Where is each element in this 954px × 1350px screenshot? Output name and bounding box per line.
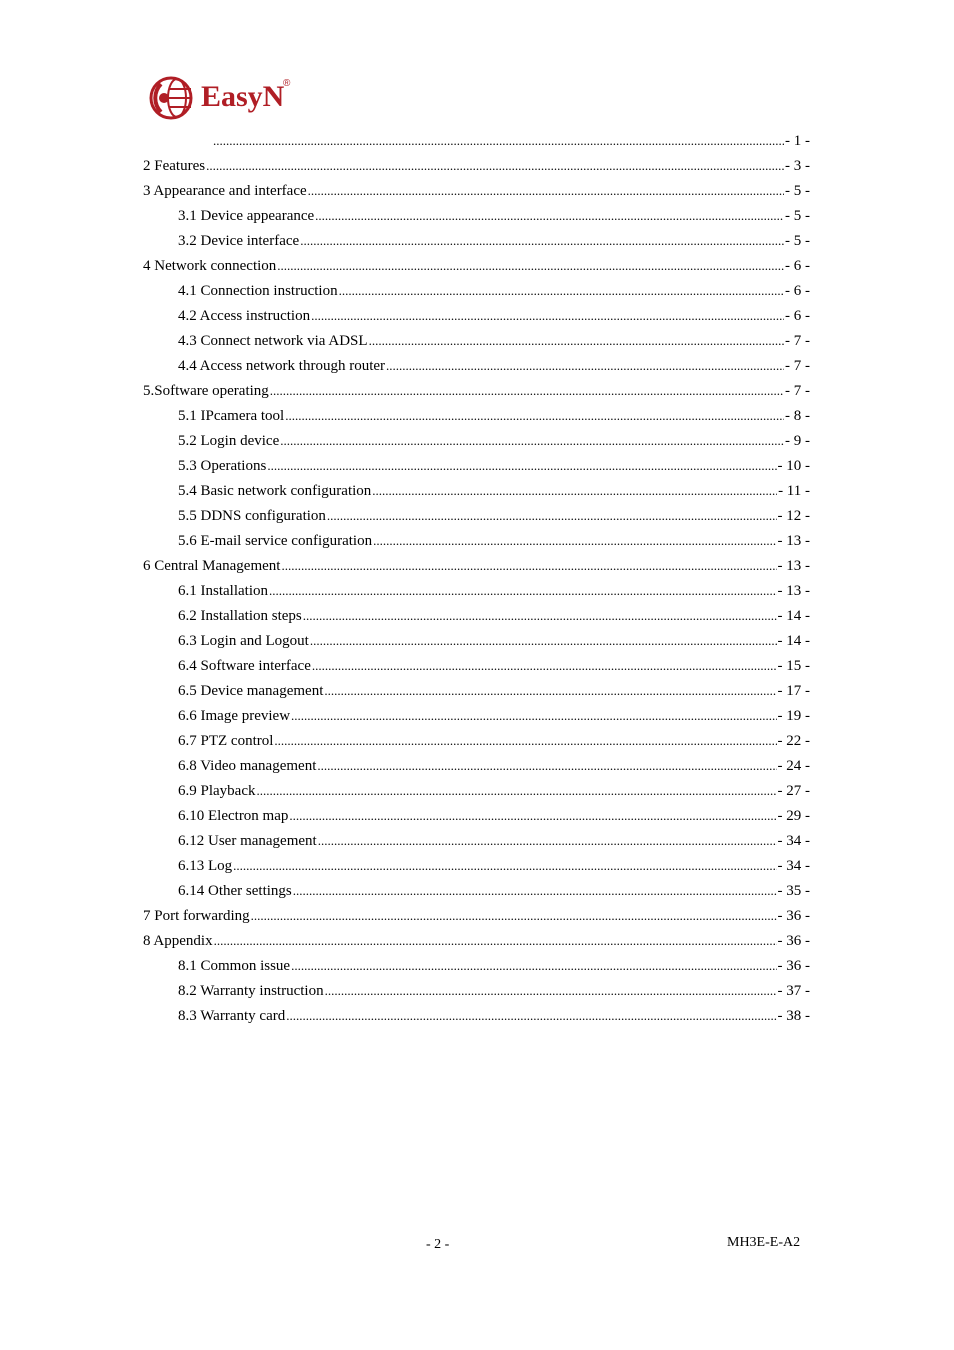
toc-entry-title: 6.3 Login and Logout [178, 633, 309, 649]
toc-dot-leader [317, 753, 776, 778]
toc-entry-title: 4.4 Access network through router [178, 358, 386, 374]
toc-dot-leader [339, 278, 784, 303]
toc-dot-leader [324, 678, 776, 703]
toc-entry[interactable] [143, 203, 810, 228]
toc-entry-title: 5.2 Login device [178, 433, 280, 449]
toc-entry-title: 5.6 E-mail service configuration [178, 533, 373, 549]
toc-entry[interactable] [143, 553, 810, 578]
toc-entry-title: 6.1 Installation [178, 583, 268, 599]
toc-entry-page: - 37 - [777, 983, 810, 999]
toc-entry-page: - 36 - [777, 933, 810, 949]
registered-mark: ® [283, 78, 291, 89]
toc-entry-page: - 6 - [785, 283, 810, 299]
toc-dot-leader [269, 578, 777, 603]
toc-entry-title: 5.Software operating [143, 383, 269, 399]
toc-entry-title: 8.3 Warranty card [178, 1008, 286, 1024]
toc-dot-leader [256, 778, 776, 803]
toc-entry-page: - 13 - [777, 583, 810, 599]
toc-entry[interactable] [143, 653, 810, 678]
toc-entry-page: - 5 - [785, 183, 810, 199]
toc-entry[interactable] [143, 328, 810, 353]
toc-entry-title: 5.5 DDNS configuration [178, 508, 326, 524]
toc-entry[interactable] [143, 503, 810, 528]
toc-entry-page: - 17 - [777, 683, 810, 699]
toc-dot-leader [274, 728, 776, 753]
toc-entry[interactable] [143, 303, 810, 328]
toc-entry[interactable] [143, 953, 810, 978]
toc-entry[interactable] [143, 803, 810, 828]
toc-entry-title: 6.9 Playback [178, 783, 256, 799]
toc-entry-title: 4.2 Access instruction [178, 308, 311, 324]
toc-dot-leader [327, 503, 777, 528]
toc-dot-leader [289, 803, 776, 828]
toc-dot-leader [315, 203, 784, 228]
toc-entry[interactable] [143, 628, 810, 653]
toc-dot-leader [308, 178, 784, 203]
toc-entry-title: 8.1 Common issue [178, 958, 291, 974]
toc-entry-page: - 22 - [777, 733, 810, 749]
toc-entry-title: 6.10 Electron map [178, 808, 289, 824]
toc-entry[interactable] [143, 228, 810, 253]
toc-dot-leader [386, 353, 784, 378]
toc-dot-leader [213, 128, 784, 153]
toc-entry[interactable] [143, 178, 810, 203]
brand-name: EasyN [201, 80, 285, 113]
toc-entry-page: - 27 - [777, 783, 810, 799]
toc-entry-page: - 36 - [777, 958, 810, 974]
toc-entry-title: 4.3 Connect network via ADSL [178, 333, 368, 349]
toc-entry-title: 6.7 PTZ control [178, 733, 274, 749]
toc-dot-leader [206, 153, 784, 178]
toc-entry[interactable] [143, 978, 810, 1003]
toc-entry-page: - 35 - [777, 883, 810, 899]
page-number: - 2 - [426, 1237, 450, 1252]
toc-dot-leader [303, 603, 777, 628]
toc-entry-page: - 1 - [785, 133, 810, 149]
toc-dot-leader [300, 228, 784, 253]
toc-entry-page: - 29 - [777, 808, 810, 824]
toc-entry-page: - 14 - [777, 633, 810, 649]
toc-entry-title: 6 Central Management [143, 558, 281, 574]
toc-entry[interactable] [143, 278, 810, 303]
toc-entry-title: 6.13 Log [178, 858, 233, 874]
toc-entry-page: - 36 - [777, 908, 810, 924]
toc-dot-leader [373, 528, 776, 553]
toc-dot-leader [286, 1003, 776, 1028]
toc-entry-title: 6.12 User management [178, 833, 317, 849]
toc-entry-title: 4.1 Connection instruction [178, 283, 338, 299]
toc-entry-page: - 12 - [777, 508, 810, 524]
toc-entry-title: 6.14 Other settings [178, 883, 292, 899]
table-of-contents [143, 128, 810, 1028]
toc-entry-title: 6.2 Installation steps [178, 608, 302, 624]
toc-dot-leader [267, 453, 776, 478]
toc-entry[interactable] [143, 353, 810, 378]
toc-entry-page: - 34 - [777, 858, 810, 874]
toc-entry[interactable] [143, 528, 810, 553]
toc-entry-page: - 13 - [777, 558, 810, 574]
toc-entry-page: - 14 - [777, 608, 810, 624]
toc-dot-leader [311, 303, 784, 328]
toc-dot-leader [291, 703, 776, 728]
toc-entry[interactable] [143, 403, 810, 428]
toc-entry[interactable] [143, 478, 810, 503]
toc-entry-page: - 3 - [785, 158, 810, 174]
toc-entry-title: 6.6 Image preview [178, 708, 291, 724]
toc-entry-title: 5.4 Basic network configuration [178, 483, 372, 499]
toc-entry[interactable] [143, 578, 810, 603]
toc-entry-title: 6.5 Device management [178, 683, 324, 699]
toc-entry-title: 8.2 Warranty instruction [178, 983, 324, 999]
toc-dot-leader [251, 903, 777, 928]
toc-entry[interactable] [143, 153, 810, 178]
toc-entry-page: - 15 - [777, 658, 810, 674]
brand-logo [147, 74, 317, 122]
toc-entry-page: - 9 - [785, 433, 810, 449]
toc-entry[interactable] [143, 453, 810, 478]
toc-entry-page: - 38 - [777, 1008, 810, 1024]
toc-entry[interactable] [143, 828, 810, 853]
toc-dot-leader [281, 553, 776, 578]
toc-entry-title: 6.8 Video management [178, 758, 317, 774]
toc-entry-page: - 34 - [777, 833, 810, 849]
toc-entry-page: - 7 - [785, 333, 810, 349]
toc-entry-title: 8 Appendix [143, 933, 213, 949]
document-code: MH3E-E-A2 [727, 1235, 801, 1250]
toc-dot-leader [285, 403, 784, 428]
toc-entry-page: - 7 - [785, 358, 810, 374]
toc-entry-page: - 8 - [785, 408, 810, 424]
toc-entry[interactable] [143, 678, 810, 703]
toc-entry-title: 2 Features [143, 158, 206, 174]
toc-entry[interactable] [143, 878, 810, 903]
toc-entry-page: - 11 - [778, 483, 810, 499]
toc-entry-page: - 13 - [777, 533, 810, 549]
toc-entry-title: 6.4 Software interface [178, 658, 311, 674]
toc-dot-leader [372, 478, 777, 503]
toc-entry-title: 4 Network connection [143, 258, 277, 274]
toc-dot-leader [270, 378, 784, 403]
toc-entry[interactable] [143, 928, 810, 953]
toc-entry-page: - 6 - [785, 308, 810, 324]
toc-entry-title: 3.2 Device interface [178, 233, 300, 249]
toc-dot-leader [325, 978, 777, 1003]
toc-entry[interactable] [143, 378, 810, 403]
toc-entry-page: - 5 - [785, 233, 810, 249]
toc-entry-page: - 19 - [777, 708, 810, 724]
toc-entry[interactable] [143, 778, 810, 803]
toc-entry-title: 5.3 Operations [178, 458, 267, 474]
toc-entry-page: - 6 - [785, 258, 810, 274]
toc-dot-leader [277, 253, 784, 278]
toc-entry-title: 3.1 Device appearance [178, 208, 315, 224]
toc-entry[interactable] [143, 903, 810, 928]
toc-dot-leader [293, 878, 777, 903]
toc-entry[interactable] [143, 128, 810, 153]
toc-entry[interactable] [143, 728, 810, 753]
toc-entry[interactable] [143, 753, 810, 778]
toc-dot-leader [291, 953, 776, 978]
toc-entry[interactable] [143, 428, 810, 453]
toc-entry[interactable] [143, 603, 810, 628]
globe-logo-icon [147, 74, 195, 122]
toc-entry[interactable] [143, 853, 810, 878]
toc-dot-leader [312, 653, 777, 678]
toc-dot-leader [310, 628, 777, 653]
toc-entry-page: - 24 - [777, 758, 810, 774]
toc-entry-title: 3 Appearance and interface [143, 183, 307, 199]
toc-entry[interactable] [143, 1003, 810, 1028]
toc-dot-leader [318, 828, 777, 853]
toc-entry-page: - 10 - [777, 458, 810, 474]
toc-entry-title: 5.1 IPcamera tool [178, 408, 285, 424]
toc-dot-leader [214, 928, 777, 953]
toc-entry[interactable] [143, 253, 810, 278]
toc-entry[interactable] [143, 703, 810, 728]
toc-dot-leader [280, 428, 784, 453]
toc-entry-page: - 5 - [785, 208, 810, 224]
toc-entry-title: 7 Port forwarding [143, 908, 250, 924]
toc-dot-leader [369, 328, 784, 353]
toc-dot-leader [233, 853, 776, 878]
toc-entry-page: - 7 - [785, 383, 810, 399]
